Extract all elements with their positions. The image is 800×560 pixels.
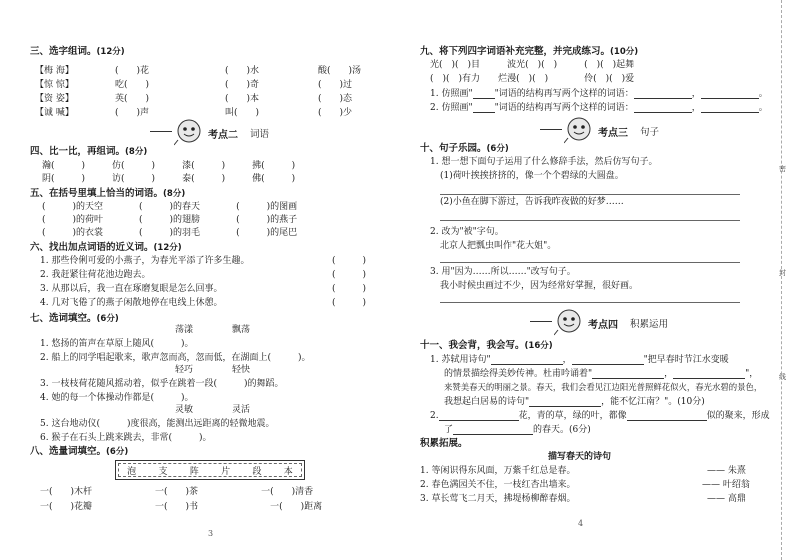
s5-r1-b: ( — [139, 202, 143, 212]
s11-blank-8[interactable] — [453, 425, 533, 435]
s3-row-3-a — [115, 95, 149, 104]
s9-r1-1: 光( — [430, 60, 443, 70]
banner-3-line — [540, 129, 562, 130]
s4-r2-c1b: ) — [81, 174, 86, 184]
s3-row-2-head: 【惊 惊】 — [35, 80, 74, 90]
s5-row-3 — [42, 229, 297, 238]
section-10-score: (6分) — [486, 144, 509, 154]
s5-row-1 — [42, 203, 297, 212]
s5-row-2 — [42, 216, 297, 225]
s3-r2-a1: 吃( — [115, 80, 128, 90]
s4-row-1 — [42, 162, 295, 171]
seal-char-2: 封 — [779, 269, 786, 277]
s7-q1-close: )。 — [180, 339, 194, 349]
s9-r2-5: )( — [528, 74, 536, 84]
s9-q2: 2. 仿照画" "词语的结构再写两个这样的词语： ， 。 — [430, 103, 768, 113]
section-5-title — [30, 189, 185, 199]
s8-row-1 — [40, 488, 313, 497]
banner-line-left — [150, 131, 172, 132]
s5-r2-b: ( — [139, 215, 143, 225]
s6-item-2: 2. 我赶紧往荷花池边跑去。 — [40, 270, 151, 280]
s7-q3-tail: )的舞蹈。 — [243, 379, 284, 389]
s5-r2-a2: )的荷叶 — [72, 215, 104, 225]
s9-r1-6: ) — [553, 60, 558, 70]
s3-r3-b1: ( — [225, 94, 229, 104]
s5-r1-a: ( — [42, 202, 46, 212]
banner-4-sub: 积累运用 — [630, 319, 669, 330]
banner-kaodian-2 — [150, 118, 300, 144]
s7-q2-text: 2. 船上的同学唱起歌来，歌声忽而高，忽而低，在湖面上( — [40, 353, 271, 363]
s11-p1i: ，能不忆江南？"。(10分) — [601, 397, 705, 407]
banner-3-sub: 句子 — [640, 127, 660, 138]
s8-r2-b: 一( — [155, 502, 168, 512]
s8-r1-c: 一( — [261, 487, 274, 497]
s11-p1-line1 — [430, 355, 729, 365]
section-7-score: (6分) — [96, 314, 119, 324]
s3-r1-a1: ( — [115, 66, 119, 76]
s11-blank-6[interactable] — [439, 411, 519, 421]
poem-line-2: 2. 春色满园关不住，一枝红杏出墙来。 — [420, 480, 576, 490]
s3-r4-b2: ) — [255, 108, 260, 118]
s5-r2-c2: )的燕子 — [266, 215, 298, 225]
s3-r3-b2: )本 — [246, 94, 260, 104]
s9-q1: 1. 仿照画" "词语的结构再写两个这样的词语： ， 。 — [430, 89, 768, 99]
s5-r1-a2: )的天空 — [72, 202, 104, 212]
s5-r3-a: ( — [42, 228, 46, 238]
s10-answer-line-3[interactable] — [440, 262, 740, 263]
s9-q2-tail: "词语的结构再写两个这样的词语： — [494, 103, 634, 113]
s11-p1b: ， — [562, 355, 572, 365]
s11-p1-line2 — [444, 369, 758, 379]
s6-bracket-3: ( ) — [332, 284, 367, 294]
s3-r2-c1: ( — [318, 80, 322, 90]
accumulation-title: 积累拓展。 — [420, 438, 468, 449]
s9-r2-4: 烂漫( — [498, 74, 520, 84]
s3-row-2-b — [225, 81, 259, 90]
s10-answer-line-2[interactable] — [440, 220, 740, 221]
s9-q1-text: 1. 仿照画" — [430, 89, 473, 99]
s4-r1-c3b: ) — [221, 161, 226, 171]
s11-p1h: 我想起白居易的诗句" — [444, 397, 530, 407]
s9-r1-2: )( — [451, 60, 459, 70]
poem-line-1: 1. 等闲识得东风面，万紫千红总是春。 — [420, 466, 576, 476]
section-8-title-text: 八、选量词填空。 — [30, 446, 107, 457]
s11-p2d: 了 — [444, 425, 454, 435]
s3-r4-c1: ( — [318, 108, 322, 118]
s5-r1-c: ( — [236, 202, 240, 212]
mascot-icon — [554, 308, 584, 336]
s10-answer-line-1[interactable] — [440, 194, 740, 195]
s7-q1-text: 1. 悠扬的笛声在草原上随风( — [40, 339, 154, 349]
s9-row-1 — [430, 61, 634, 70]
s3-r4-c2: )少 — [339, 108, 353, 118]
seal-char-1: 密 — [779, 165, 786, 173]
section-11-score: (16分) — [524, 341, 553, 351]
s8-r2-a: 一( — [40, 502, 53, 512]
poem-line-3: 3. 草长莺飞二月天，拂堤杨柳醉春烟。 — [420, 494, 576, 504]
s7-word-3: 轻巧 — [175, 365, 194, 375]
s3-row-3-b — [225, 95, 259, 104]
s10-item-2a: 北京人把瓢虫叫作"花大姐"。 — [440, 241, 557, 251]
s5-r2-b2: )的翅膀 — [169, 215, 201, 225]
mascot-icon — [174, 118, 204, 146]
s4-r2-c4: 佛( — [252, 174, 265, 184]
banner-4-title: 考点四 — [588, 320, 618, 331]
s7-word-1: 荡漾 — [175, 325, 194, 335]
s3-r1-b2: )水 — [246, 66, 260, 76]
s5-r3-b2: )的羽毛 — [169, 228, 201, 238]
s6-bracket-4: ( ) — [332, 298, 367, 308]
s3-row-2-c — [318, 81, 352, 90]
s11-p2-line1 — [430, 411, 770, 421]
section-5-title-text: 五、在括号里填上恰当的词语。 — [30, 188, 164, 199]
s11-p1e: ， — [664, 369, 674, 379]
s3-row-2-a — [115, 81, 149, 90]
s11-blank-5[interactable] — [529, 397, 601, 407]
mascot-icon — [564, 116, 594, 144]
section-3-score: (12分) — [96, 47, 125, 57]
s8-r1-b: 一( — [155, 487, 168, 497]
s5-r3-a2: )的衣裳 — [72, 228, 104, 238]
s3-r3-c2: )态 — [339, 94, 353, 104]
s10-item-1a: (1)荷叶挨挨挤挤的，像一个个碧绿的大圆盘。 — [440, 171, 624, 181]
s9-r2-6: ) — [544, 74, 549, 84]
s8-row-2 — [40, 503, 322, 512]
s8-r2-a2: )花瓣 — [70, 502, 93, 512]
s9-r1-3: )目 — [467, 60, 481, 70]
s3-row-1-c — [318, 67, 361, 76]
s3-r1-c1: 酸( — [318, 66, 331, 76]
s3-r4-a1: ( — [115, 108, 119, 118]
s9-q2-answer-2[interactable] — [701, 103, 759, 113]
s3-r2-a2: ) — [145, 80, 150, 90]
s10-item-2: 2. 改为"被"字句。 — [430, 227, 504, 237]
s9-r2-1: ( — [430, 74, 434, 84]
s8-r1-c2: )清香 — [291, 487, 314, 497]
section-4-title — [30, 147, 147, 157]
page-number-left: 3 — [208, 529, 214, 538]
section-8-score: (6分) — [106, 447, 129, 457]
s9-r1-5: )( — [537, 60, 545, 70]
s9-q1-answer-1[interactable] — [634, 89, 692, 99]
s3-r2-c2: )过 — [339, 80, 353, 90]
s7-q6-close: )。 — [198, 433, 212, 443]
s11-p2a: 2. — [430, 411, 439, 421]
s3-row-1-b — [225, 67, 259, 76]
s11-p2c: 似的聚来，形成 — [706, 411, 770, 421]
s11-p1c: "把早春时节江水变暖 — [643, 355, 729, 365]
s7-q6-text: 6. 猴子在石头上跳来跳去，非常( — [40, 433, 172, 443]
banner-kaodian-3 — [540, 116, 690, 142]
s3-r4-a2: )声 — [136, 108, 150, 118]
s4-r2-c2b: ) — [151, 174, 156, 184]
s7-q3-text: 3. 一枝枝荷花随风摇动着，似乎在跳着一段( — [40, 379, 217, 389]
section-3-title-text: 三、选字组词。 — [30, 46, 97, 57]
section-11-title — [420, 341, 553, 351]
s11-p1f: "， — [745, 369, 759, 379]
s9-r2-9: )爱 — [621, 74, 635, 84]
s3-row-4-b — [225, 109, 259, 118]
s7-q4 — [40, 394, 193, 403]
s3-row-3-c — [318, 95, 352, 104]
s5-r3-c2: )的尾巴 — [266, 228, 298, 238]
s7-q5-text: 5. 这台地动仪( — [40, 419, 100, 429]
s3-r4-b1: 叫( — [225, 108, 238, 118]
poem-heading: 描写春天的诗句 — [548, 452, 612, 462]
s9-q1-blank[interactable] — [473, 89, 495, 99]
seal-char-3: 线 — [779, 373, 786, 381]
s11-blank-1[interactable] — [491, 355, 563, 365]
s5-r3-b: ( — [139, 228, 143, 238]
s9-r1-7: ( — [584, 60, 588, 70]
s4-row-2 — [42, 175, 295, 184]
section-10-title-text: 十、句子乐园。 — [420, 143, 487, 154]
s9-q1-tail: "词语的结构再写两个这样的词语： — [494, 89, 634, 99]
s3-row-1-head: 【梅 海】 — [35, 66, 74, 76]
s7-word-2: 飘荡 — [232, 325, 251, 335]
s11-blank-3[interactable] — [592, 369, 664, 379]
banner-4-line — [530, 321, 552, 322]
section-10-title — [420, 144, 509, 154]
s9-r2-8: )( — [605, 74, 613, 84]
section-4-title-text: 四、比一比，再组词。 — [30, 146, 126, 157]
s5-r3-c: ( — [236, 228, 240, 238]
s8-r2-c: 一( — [270, 502, 283, 512]
measure-word-box — [115, 460, 305, 480]
mw-5: 段 — [252, 466, 262, 477]
s3-r3-c1: ( — [318, 94, 322, 104]
s3-r3-a2: ) — [145, 94, 150, 104]
s8-r1-b2: )茶 — [185, 487, 199, 497]
s3-row-4-c — [318, 109, 352, 118]
s11-p1a: 1. 苏轼用诗句" — [430, 355, 491, 365]
s4-r2-c4b: ) — [291, 174, 296, 184]
s4-r2-c2: 访( — [112, 174, 125, 184]
s8-r1-a: 一( — [40, 487, 53, 497]
s7-q4-close: )。 — [180, 393, 194, 403]
s9-q2-blank[interactable] — [473, 103, 495, 113]
s11-p1d: 的情景描绘得美妙传神。杜甫吟诵着" — [444, 369, 593, 379]
s9-q1-answer-2[interactable] — [701, 89, 759, 99]
s7-q2-close: )。 — [297, 353, 311, 363]
s3-r2-b2: )奇 — [246, 80, 260, 90]
s3-r1-a2: )花 — [136, 66, 150, 76]
s8-r1-a2: )木杆 — [70, 487, 93, 497]
s7-q5-tail: )度很高，能测出远距离的轻微地震。 — [126, 419, 275, 429]
s6-item-4: 4. 几对飞倦了的燕子闲散地停在电线上休憩。 — [40, 298, 223, 308]
s3-row-3-head: 【资 姿】 — [35, 94, 74, 104]
s7-q6 — [40, 434, 211, 443]
s3-r2-b1: ( — [225, 80, 229, 90]
s9-r2-7: 伶( — [584, 74, 597, 84]
s9-r1-9: )起舞 — [612, 60, 635, 70]
s8-r2-c2: )距离 — [300, 502, 323, 512]
s3-r1-b1: ( — [225, 66, 229, 76]
s7-word-4: 轻快 — [232, 365, 251, 375]
s4-r1-c4: 拂( — [252, 161, 265, 171]
banner-2-sub: 词语 — [250, 129, 270, 140]
s10-item-3: 3. 用"因为……所以……"改写句子。 — [430, 267, 576, 277]
s4-r1-c1: 瀚( — [42, 161, 55, 171]
section-4-score: (8分) — [125, 147, 148, 157]
s11-p2-line2 — [444, 425, 591, 435]
s4-r2-c3b: ) — [221, 174, 226, 184]
s9-r2-3: )有力 — [458, 74, 481, 84]
mw-2: 支 — [158, 466, 168, 477]
page-number-right: 4 — [578, 519, 584, 528]
s3-r1-c2: )汤 — [348, 66, 362, 76]
mw-4: 片 — [221, 466, 231, 477]
s7-q3 — [40, 380, 283, 389]
s5-r2-c: ( — [236, 215, 240, 225]
s9-row-2 — [430, 75, 634, 84]
s11-p2b: 花，青的草，绿的叶，都像 — [518, 411, 627, 421]
s7-q4-text: 4. 她的每一个体操动作都是( — [40, 393, 154, 403]
s9-q2-text: 2. 仿照画" — [430, 103, 473, 113]
s10-item-1b: (2)小鱼在脚下游过，告诉我昨夜做的好梦…… — [440, 197, 624, 207]
s11-blank-2[interactable] — [572, 355, 644, 365]
s3-row-1-a — [115, 67, 149, 76]
s11-p2e: 的春天。(6分) — [533, 425, 591, 435]
s11-p1-line3: 来赞美春天的明丽之景。春天，我们会看见江边阳光普照鲜花似火，春光水碧的景色， — [444, 382, 763, 392]
section-6-title — [30, 243, 182, 253]
s4-r2-c3: 泰( — [182, 174, 195, 184]
poem-author-1: —— 朱熹 — [707, 466, 746, 476]
s9-r1-8: )( — [596, 60, 604, 70]
s7-q1 — [40, 340, 193, 349]
s4-r1-c2: 仿( — [112, 161, 125, 171]
banner-2-title: 考点二 — [208, 130, 238, 141]
s10-answer-line-4[interactable] — [440, 302, 740, 303]
s8-r2-b2: )书 — [185, 502, 199, 512]
s11-blank-7[interactable] — [627, 411, 707, 421]
s3-row-4-head: 【诚 喊】 — [35, 108, 74, 118]
s10-item-3a: 我小时候虫画过不少，因为经常好掌握，很好画。 — [440, 281, 639, 291]
s3-r3-a1: 英( — [115, 94, 128, 104]
section-3-title — [30, 47, 125, 57]
mw-1: 泡 — [127, 466, 137, 477]
s9-q2-answer-1[interactable] — [634, 103, 692, 113]
s11-blank-4[interactable] — [673, 369, 745, 379]
section-11-title-text: 十一、我会背，我会写。 — [420, 340, 525, 351]
s3-row-4-a — [115, 109, 149, 118]
s7-q2 — [40, 354, 310, 363]
s7-word-5: 灵敏 — [175, 405, 194, 415]
section-7-title-text: 七、选词填空。 — [30, 313, 97, 324]
poem-author-2: —— 叶绍翁 — [702, 480, 750, 490]
s4-r2-c1: 阴( — [42, 174, 55, 184]
s6-item-1: 1. 那些伶俐可爱的小燕子，为春光平添了许多生趣。 — [40, 256, 250, 266]
poem-author-3: —— 高鼎 — [707, 494, 746, 504]
section-9-score: (10分) — [610, 47, 639, 57]
s4-r1-c4b: ) — [291, 161, 296, 171]
section-7-title — [30, 314, 119, 324]
section-6-title-text: 六、找出加点词语的近义词。 — [30, 242, 154, 253]
s9-r2-2: )( — [442, 74, 450, 84]
s11-p1-line4 — [444, 397, 705, 407]
section-8-title — [30, 447, 128, 457]
seal-dashed-line — [781, 0, 782, 560]
section-9-title-text: 九、将下列四字词语补充完整，并完成练习。 — [420, 46, 611, 57]
section-9-title — [420, 47, 638, 57]
s5-r1-c2: )的图画 — [266, 202, 298, 212]
section-6-score: (12分) — [153, 243, 182, 253]
s6-item-3: 3. 从那以后，我一直在琢磨复眼是怎么回事。 — [40, 284, 223, 294]
section-5-score: (8分) — [163, 189, 186, 199]
s9-r1-4: 波光( — [507, 60, 529, 70]
banner-3-title: 考点三 — [598, 128, 628, 139]
s4-r1-c1b: ) — [81, 161, 86, 171]
s5-r2-a: ( — [42, 215, 46, 225]
banner-kaodian-4 — [530, 308, 680, 334]
s4-r1-c2b: ) — [151, 161, 156, 171]
mw-6: 本 — [283, 466, 293, 477]
s7-word-6: 灵活 — [232, 405, 251, 415]
s6-bracket-1: ( ) — [332, 256, 367, 266]
s6-bracket-2: ( ) — [332, 270, 367, 280]
mw-3: 阵 — [189, 466, 199, 477]
s4-r1-c3: 漆( — [182, 161, 195, 171]
s7-q5 — [40, 420, 274, 429]
s10-item-1: 1. 想一想下面句子运用了什么修辞手法，然后仿写句子。 — [430, 157, 658, 167]
s5-r1-b2: )的春天 — [169, 202, 201, 212]
